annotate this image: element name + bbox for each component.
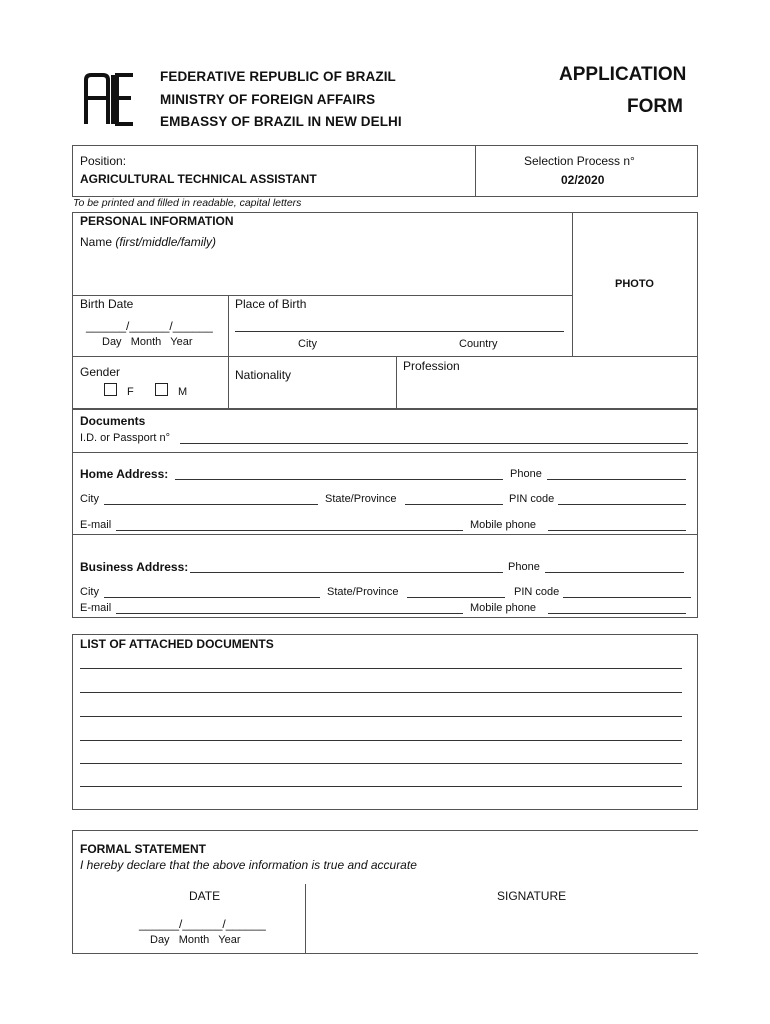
- date-hint: Day Month Year: [150, 934, 241, 946]
- attached-line[interactable]: [80, 786, 682, 787]
- business-email-label: E-mail: [80, 602, 112, 614]
- attached-line[interactable]: [80, 740, 682, 741]
- id-passport-field[interactable]: [180, 443, 688, 444]
- home-state-label: State/Province: [325, 493, 397, 505]
- business-pin-label: PIN code: [514, 586, 560, 598]
- position-value[interactable]: AGRICULTURAL TECHNICAL ASSISTANT: [80, 172, 317, 186]
- home-pin-label: PIN code: [509, 493, 555, 505]
- embassy-logo: [83, 72, 137, 126]
- signature-area[interactable]: [310, 905, 695, 950]
- business-state-field[interactable]: [407, 597, 505, 598]
- personal-info-heading: PERSONAL INFORMATION: [80, 214, 234, 228]
- gender-f-label: F: [127, 386, 134, 398]
- place-of-birth-field[interactable]: [235, 331, 564, 332]
- attached-documents-box: [72, 634, 698, 810]
- home-city-field[interactable]: [104, 504, 318, 505]
- business-city-field[interactable]: [104, 597, 320, 598]
- birth-date-hint: Day Month Year: [102, 336, 193, 348]
- home-phone-field[interactable]: [547, 479, 686, 480]
- birth-date-field[interactable]: ______/______/______: [86, 319, 213, 333]
- selection-process-label: Selection Process n°: [524, 154, 635, 168]
- home-mobile-field[interactable]: [548, 530, 686, 531]
- position-box: [72, 145, 698, 197]
- business-address-field[interactable]: [190, 572, 503, 573]
- home-phone-label: Phone: [510, 468, 542, 480]
- home-email-label: E-mail: [80, 519, 112, 531]
- business-email-field[interactable]: [116, 613, 463, 614]
- photo-label: PHOTO: [615, 278, 654, 290]
- home-address-label: Home Address:: [80, 467, 169, 481]
- id-passport-label: I.D. or Passport n°: [80, 432, 170, 444]
- place-of-birth-label: Place of Birth: [235, 297, 307, 311]
- home-pin-field[interactable]: [558, 504, 686, 505]
- attached-line[interactable]: [80, 692, 682, 693]
- attached-line[interactable]: [80, 668, 682, 669]
- name-field[interactable]: [76, 252, 568, 292]
- nationality-label: Nationality: [235, 368, 292, 382]
- title-line-1: APPLICATION: [559, 64, 687, 85]
- place-country-hint: Country: [459, 338, 498, 350]
- home-address-field[interactable]: [175, 479, 503, 480]
- date-label: DATE: [189, 889, 221, 903]
- attached-line[interactable]: [80, 763, 682, 764]
- business-phone-label: Phone: [508, 561, 540, 573]
- attached-documents-heading: LIST OF ATTACHED DOCUMENTS: [80, 637, 274, 651]
- selection-process-value[interactable]: 02/2020: [561, 173, 605, 187]
- formal-statement-heading: FORMAL STATEMENT: [80, 842, 206, 856]
- business-city-label: City: [80, 586, 99, 598]
- logo-icon: [83, 72, 137, 126]
- documents-heading: Documents: [80, 414, 146, 428]
- org-line-2: MINISTRY OF FOREIGN AFFAIRS: [160, 92, 376, 107]
- birth-date-label: Birth Date: [80, 297, 134, 311]
- position-label: Position:: [80, 154, 127, 168]
- business-mobile-label: Mobile phone: [470, 602, 537, 614]
- business-state-label: State/Province: [327, 586, 399, 598]
- date-field[interactable]: ______/______/______: [139, 917, 266, 931]
- org-line-3: EMBASSY OF BRAZIL IN NEW DELHI: [160, 114, 402, 129]
- business-address-label: Business Address:: [80, 560, 189, 574]
- business-phone-field[interactable]: [545, 572, 684, 573]
- gender-m-checkbox[interactable]: [155, 383, 168, 396]
- gender-label: Gender: [80, 365, 121, 379]
- business-mobile-field[interactable]: [548, 613, 686, 614]
- home-state-field[interactable]: [405, 504, 503, 505]
- home-email-field[interactable]: [116, 530, 463, 531]
- org-line-1: FEDERATIVE REPUBLIC OF BRAZIL: [160, 69, 396, 84]
- gender-f-checkbox[interactable]: [104, 383, 117, 396]
- place-city-hint: City: [298, 338, 317, 350]
- formal-statement-text: I hereby declare that the above information is true and accurate: [80, 858, 417, 872]
- business-pin-field[interactable]: [563, 597, 691, 598]
- title-line-2: FORM: [627, 96, 683, 117]
- gender-m-label: M: [178, 386, 188, 398]
- name-label: Name (first/middle/family): [80, 235, 217, 249]
- signature-label: SIGNATURE: [497, 889, 567, 903]
- instruction-text: To be printed and filled in readable, capital letters: [73, 197, 302, 209]
- home-mobile-label: Mobile phone: [470, 519, 537, 531]
- attached-line[interactable]: [80, 716, 682, 717]
- home-city-label: City: [80, 493, 99, 505]
- photo-area[interactable]: [574, 214, 696, 355]
- profession-label: Profession: [403, 359, 460, 373]
